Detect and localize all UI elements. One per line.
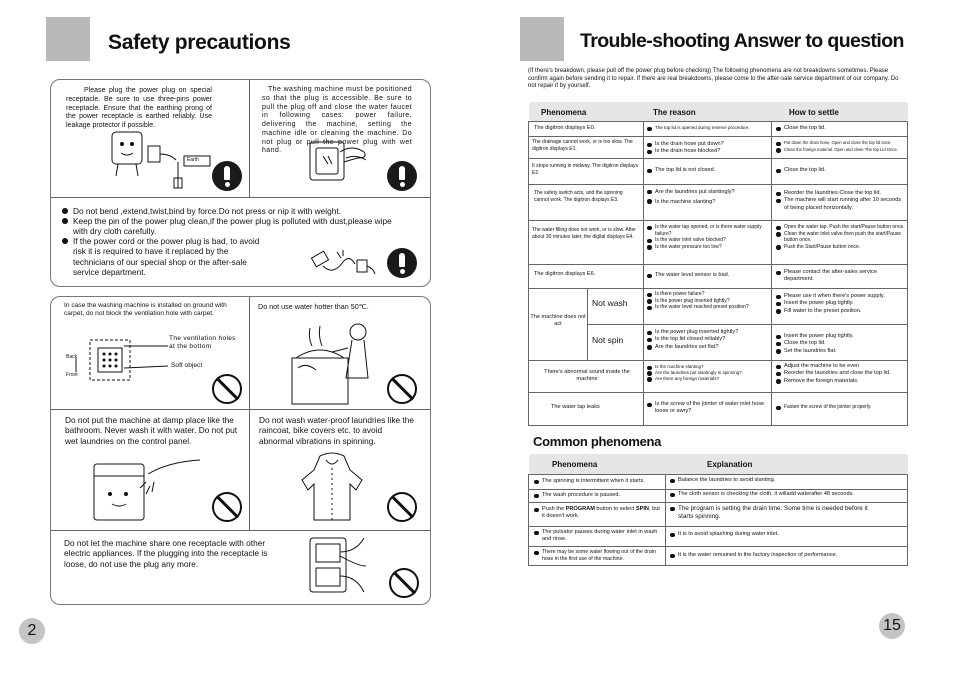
warning-icon <box>387 161 417 191</box>
intro-text: (If there's breakdown, please pull off the power plug before checking) The following phenomena are not breakdowns sometimes. Please confirm again before sending it to repair. If there are real breakdowns, please come to the after-sale service department of our company. Do not repair it by yourself. <box>528 68 899 90</box>
title-square <box>46 17 90 61</box>
damp-place-text: Do not put the machine at damp place like the bathroom. Never wash it with water. Do not put wet laundries on the control panel. <box>65 415 238 446</box>
prohibited-icon <box>387 374 417 404</box>
page-title: Safety precautions <box>108 31 291 54</box>
soft-object-label: Soft object <box>171 362 203 369</box>
page-number: 15 <box>879 613 905 639</box>
raincoat-illustration <box>300 450 366 526</box>
page-number: 2 <box>19 618 45 644</box>
table-row: It stops running in midway. The digitron displays E2. <box>532 163 638 176</box>
damaged-plug-illustration <box>307 246 377 280</box>
back-label: Back <box>66 354 78 360</box>
prohibited-icon <box>387 492 417 522</box>
damp-place-illustration <box>88 452 208 526</box>
list-item: If the power cord or the power plug is bad, to avoid risk it is required to have it replaced by the technicians of our special shop or the after-sale service department. <box>62 236 262 276</box>
list-item: Keep the pin of the power plug clean,if the power plug is polluted with dust,please wipe with dry cloth carefully. <box>62 216 392 236</box>
not-spin-label: Not spin <box>592 335 624 345</box>
table-row: The water tap leaks <box>551 404 600 410</box>
list-item: Do not bend ,extend,twist,bind by force.Do not press or nip it with weight. <box>62 206 392 216</box>
prohibited-icon <box>212 492 242 522</box>
table-row: The digitron displays E6. <box>534 271 596 277</box>
prohibited-icon <box>212 374 242 404</box>
header-phenomena: Phenomena <box>541 108 587 117</box>
earth-label: Earth <box>187 157 199 163</box>
table-row: The water filling does not work, or is slow. After about 30 minutes later, the digital displays E4. <box>532 227 636 240</box>
header-how: How to settle <box>789 108 839 117</box>
warning-icon <box>212 161 242 191</box>
table-row: The digitron displays E0. <box>534 125 596 131</box>
water-instruction: The washing machine must be positioned so that the plug is accessible. Be sure to pull the plug off and close the water faucet in following cases: power failure, delivering the machine, setting the machine idle or cleaning the machine. Do not plug or pull the power plug with wet hand. <box>262 86 412 155</box>
title-square <box>520 17 564 61</box>
table-row: There's abnormal sound inside the machine <box>544 369 630 383</box>
header-phenomena: Phenomena <box>552 460 598 469</box>
ventilation-label: The ventilation holes at the bottom <box>169 335 236 351</box>
prohibited-icon <box>389 568 419 598</box>
table-header <box>529 102 908 121</box>
table-row: The drainage cannot work, or is too slow. The digitron displays E1. <box>532 139 633 152</box>
common-row: Push the PROGRAM button to select SPIN, but it doesn't work. <box>534 506 664 521</box>
warning-icon <box>387 248 417 278</box>
front-label: Front <box>66 372 78 378</box>
header-reason: The reason <box>653 108 696 117</box>
wet-hand-plug-illustration <box>306 138 376 188</box>
common-row: The pulsator pauses during water inlet in wash and rinse. <box>534 529 664 544</box>
ventilation-text: In case the washing machine is installed on ground with carpet, do not block the ventilation hole with carpet. <box>64 302 227 318</box>
common-table-header <box>529 454 908 474</box>
not-wash-label: Not wash <box>592 298 628 308</box>
plug-instruction: Please plug the power plug on special receptacle. Be sure to use three-pins power receptacle. Ensure that the earthing prong of the power receptacle is earthed reliably. Use leakage protector if possible. <box>66 87 212 129</box>
common-phenomena-title: Common phenomena <box>533 434 662 449</box>
page-title: Trouble-shooting Answer to question <box>580 30 904 52</box>
table-row: The safety switch acts, and the spinning cannot work. The digitron displays E3. <box>534 190 623 203</box>
common-row: The wash procedure is paused. <box>534 492 664 499</box>
waterproof-text: Do not wash water-proof laundries like the raincoat, bike covers etc. to avoid abnormal vibrations in spinning. <box>259 415 414 446</box>
hot-water-text: Do not use water hotter than 50℃. <box>258 302 369 311</box>
common-row: The spinning is intermittent when it starts. <box>534 478 664 485</box>
shared-receptacle-illustration <box>304 532 368 598</box>
header-explanation: Explanation <box>707 460 753 469</box>
not-act-label: The machine does not act <box>530 314 586 328</box>
common-row: There may be some water flowing out of the drain hose in the first use of the machine. <box>534 549 664 563</box>
hot-water-illustration <box>286 318 396 408</box>
shared-receptacle-text: Do not let the machine share one receptacle with other electric appliances. If the plugging into the receptacle is loose, do not use the plug any more. <box>64 538 268 569</box>
